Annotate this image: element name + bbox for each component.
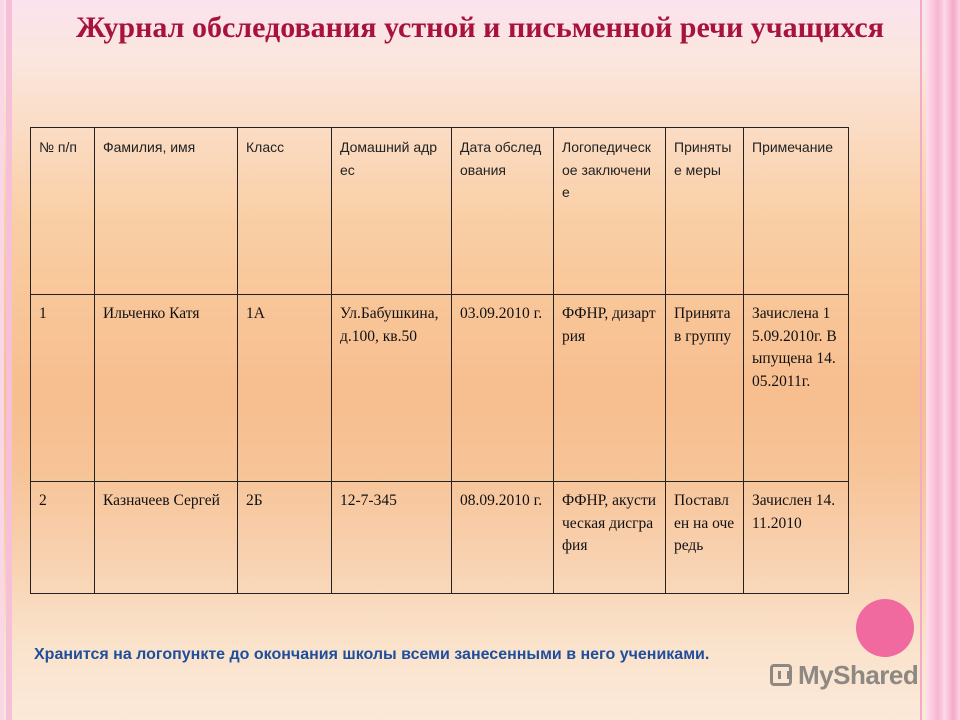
footer-note: Хранится на логопункте до окончания школы всеми занесенными в него учениками. <box>34 646 710 663</box>
header-cell-address: Домашний адрес <box>332 128 452 295</box>
header-cell-measures: Принятые меры <box>666 128 744 295</box>
cell-address: Ул.Бабушкина, д.100, кв.50 <box>332 295 452 482</box>
header-cell-date: Дата обследования <box>452 128 554 295</box>
cell-class: 1А <box>238 295 332 482</box>
header-cell-name: Фамилия, имя <box>95 128 238 295</box>
cell-number: 2 <box>31 482 95 594</box>
cell-conclusion: ФФНР, акустическая дисграфия <box>554 482 666 594</box>
left-border-stripe-inner <box>6 0 12 720</box>
watermark-logo-icon <box>770 664 792 686</box>
cell-conclusion: ФФНР, дизартрия <box>554 295 666 482</box>
cell-number: 1 <box>31 295 95 482</box>
table-row <box>31 295 849 482</box>
header-cell-note: Примечание <box>744 128 849 295</box>
cell-note: Зачислен 14.11.2010 <box>744 482 849 594</box>
cell-class: 2Б <box>238 482 332 594</box>
right-border-line <box>920 0 922 720</box>
cell-name: Ильченко Катя <box>95 295 238 482</box>
header-cell-number: № п/п <box>31 128 95 295</box>
cell-address: 12-7-345 <box>332 482 452 594</box>
journal-table <box>30 127 849 594</box>
cell-name: Казначеев Сергей <box>95 482 238 594</box>
left-border-stripe <box>0 0 4 720</box>
header-cell-class: Класс <box>238 128 332 295</box>
table-row <box>31 482 849 594</box>
cell-date: 08.09.2010 г. <box>452 482 554 594</box>
watermark <box>770 658 930 692</box>
header-cell-conclusion: Логопедическое заключение <box>554 128 666 295</box>
cell-measures: Поставлен на очередь <box>666 482 744 594</box>
slide-title: Журнал обследования устной и письменной речи учащихся <box>76 11 884 44</box>
cell-measures: Принята в группу <box>666 295 744 482</box>
decorative-pink-circle <box>856 599 914 657</box>
right-border-stripe <box>926 0 960 720</box>
watermark-text: MyShared <box>798 659 919 690</box>
cell-note: Зачислена 15.09.2010г. Выпущена 14.05.2011г. <box>744 295 849 482</box>
cell-date: 03.09.2010 г. <box>452 295 554 482</box>
table-header-row <box>31 128 849 295</box>
